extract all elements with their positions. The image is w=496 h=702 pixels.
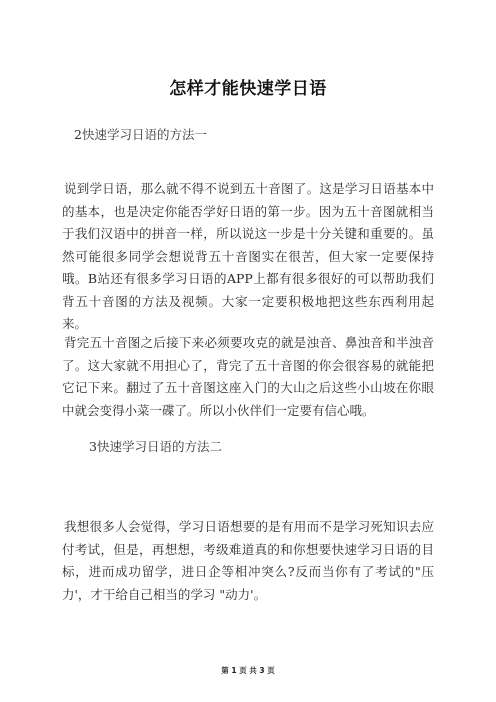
paragraph: 我想很多人会觉得，学习日语想要的是有用而不是学习死知识去应付考试，但是，再想想，考级难道真的和你想要快速学习日语的目标，进而成功留学，进日企等相冲突么?反而当你有了考试的"压力'，才干给自己相当的学习 "动力'。 [62,519,434,602]
section-heading-method-1: 2快速学习日语的方法一 [74,127,207,142]
page-number-footer: 第 1 页 共 3 页 [221,666,275,675]
page-title: 怎样才能快速学日语 [169,79,327,99]
section-heading-method-2: 3快速学习日语的方法二 [89,439,222,454]
paragraph: 说到学日语，那么就不得不说到五十音图了。这是学习日语基本中的基本，也是决定你能否学好日语的第一步。因为五十音图就相当于我们汉语中的拼音一样，所以说这一步是十分关键和重要的。虽然可能很多同学会想说背五十音图实在很苦，但大家一定要保持哦。B站还有很多学习日语的APP上都有很多很好的可以帮助我们背五十音图的方法及视频。大家一定要积极地把这些东西利用起来。 [62,181,434,331]
paragraph: 背完五十音图之后接下来必须要攻克的就是浊音、鼻浊音和半浊音了。这大家就不用担心了，背完了五十音图的你会很容易的就能把它记下来。翻过了五十音图这座入门的大山之后这些小山坡在你眼中就会变得小菜一碟了。所以小伙伴们一定要有信心哦。 [62,335,434,418]
